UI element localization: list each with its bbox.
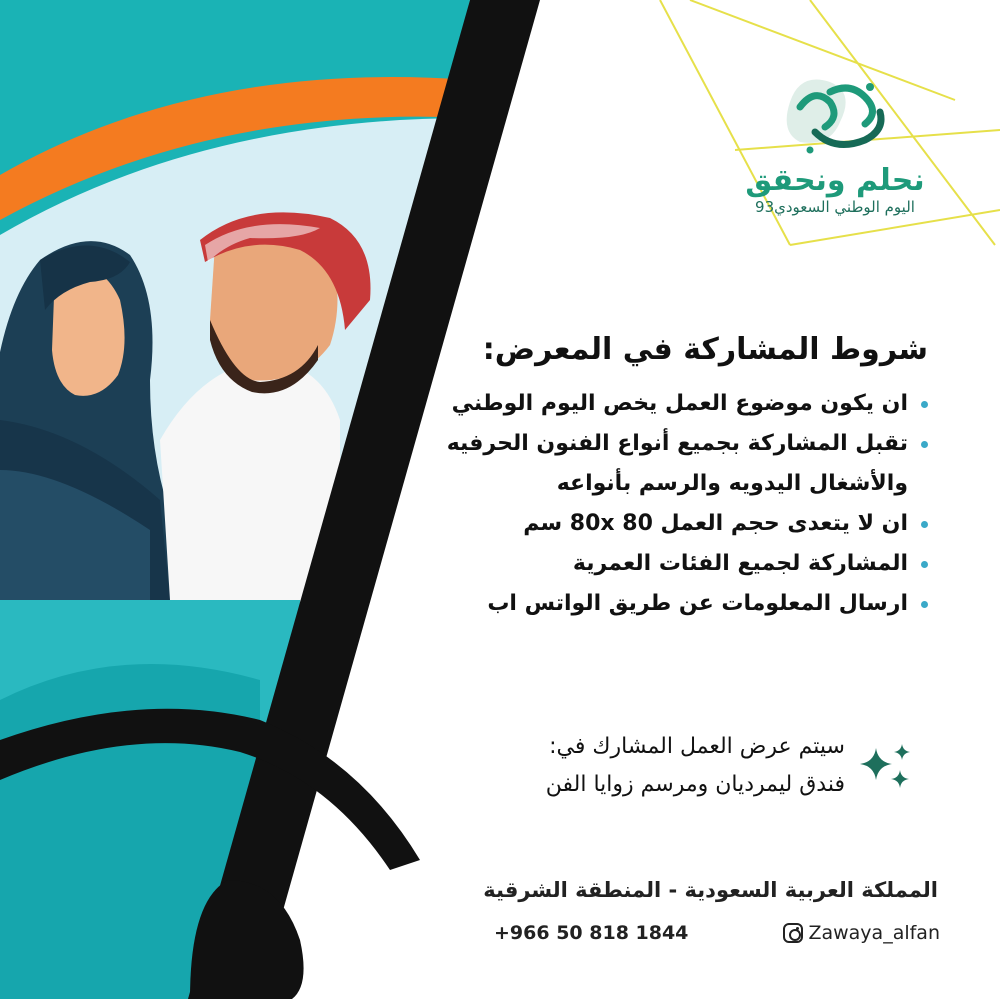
sparkle-icon: [858, 740, 918, 794]
condition-item: المشاركة لجميع الفئات العمرية: [368, 544, 908, 584]
phone-number[interactable]: +966 50 818 1844: [494, 922, 689, 944]
condition-item: ان لا يتعدى حجم العمل 80 80x سم: [368, 504, 908, 544]
venue-line-1: سيتم عرض العمل المشارك في:: [549, 734, 845, 759]
conditions-list: [368, 384, 928, 624]
logo-title: نحلم ونحقق: [745, 163, 925, 198]
instagram-link[interactable]: [783, 922, 940, 944]
condition-item: ان يكون موضوع العمل يخص اليوم الوطني: [368, 384, 908, 424]
condition-item: تقبل المشاركة بجميع أنواع الفنون الحرفيه والأشغال اليدويه والرسم بأنواعه: [368, 424, 908, 504]
conditions-section: [368, 328, 928, 624]
venue-line-2: فندق ليمرديان ومرسم زوايا الفن: [545, 772, 845, 797]
condition-item: ارسال المعلومات عن طريق الواتس اب: [368, 584, 908, 624]
logo-mark-icon: [770, 62, 900, 162]
instagram-handle: Zawaya_alfan: [808, 922, 940, 944]
venue-info: [425, 728, 845, 804]
footer-region: المملكة العربية السعودية - المنطقة الشرقية: [483, 878, 938, 902]
national-day-logo: [740, 62, 930, 216]
instagram-icon: [783, 923, 803, 943]
footer-contact: [494, 920, 940, 954]
conditions-heading: شروط المشاركة في المعرض:: [482, 332, 928, 367]
logo-subtitle: اليوم الوطني السعودي93: [755, 198, 915, 216]
